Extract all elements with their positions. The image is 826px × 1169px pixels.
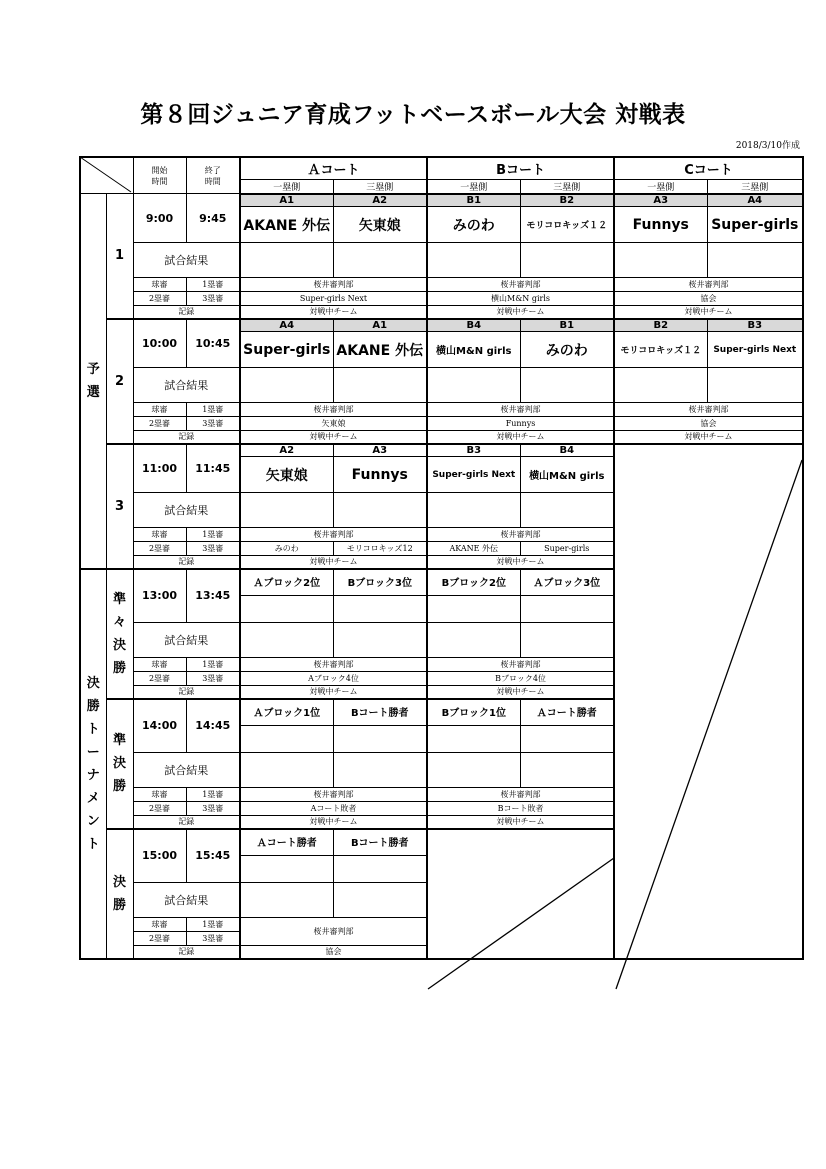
record-assignment: 対戦中チーム xyxy=(427,816,614,829)
result-label: 試合結果 xyxy=(133,883,240,918)
score-cell xyxy=(333,243,427,278)
court-b-header: Bコート xyxy=(427,157,614,179)
second-umpire-label: 2塁審 xyxy=(133,802,186,816)
team-code: B1 xyxy=(520,319,614,332)
header-corner xyxy=(80,157,133,194)
team-slot: Ａコート勝者 xyxy=(240,829,333,856)
result-label: 試合結果 xyxy=(133,368,240,403)
team-slot: Bコート勝者 xyxy=(333,699,427,726)
score-cell xyxy=(707,368,803,403)
team-code: A3 xyxy=(333,444,427,457)
umpire-assignment: 桜井審判部 xyxy=(427,788,614,802)
stage-prelim: 予 選 xyxy=(80,194,106,569)
team-cell xyxy=(520,596,614,623)
record-label: 記録 xyxy=(133,431,240,444)
start-time: 11:00 xyxy=(133,444,186,493)
team-slot: Ａブロック2位 xyxy=(240,569,333,596)
umpire-assignment: 桜井審判部 xyxy=(240,658,427,672)
team-name: Funnys xyxy=(614,207,707,243)
base-umpire-assignment: Funnys xyxy=(427,417,614,431)
team-cell xyxy=(240,726,333,753)
team-code: B2 xyxy=(614,319,707,332)
score-cell xyxy=(520,493,614,528)
team-code: B3 xyxy=(427,444,520,457)
score-cell xyxy=(240,243,333,278)
second-umpire-label: 2塁審 xyxy=(133,292,186,306)
third-umpire-label: 3塁審 xyxy=(186,417,240,431)
third-umpire-label: 3塁審 xyxy=(186,672,240,686)
team-name: Funnys xyxy=(333,457,427,493)
team-name: 横山M&N girls xyxy=(520,457,614,493)
team-slot: Ａブロック1位 xyxy=(240,699,333,726)
score-cell xyxy=(333,368,427,403)
record-assignment: 対戦中チーム xyxy=(427,306,614,319)
team-code: B4 xyxy=(520,444,614,457)
team-code: A4 xyxy=(240,319,333,332)
record-label: 記録 xyxy=(133,816,240,829)
team-name: 矢東娘 xyxy=(240,457,333,493)
score-cell xyxy=(427,493,520,528)
score-cell xyxy=(240,883,333,918)
court-a-header: Ａコート xyxy=(240,157,427,179)
team-code: A1 xyxy=(240,194,333,207)
team-cell xyxy=(240,856,333,883)
record-assignment: 対戦中チーム xyxy=(240,431,427,444)
base-umpire-assignment: Bコート敗者 xyxy=(427,802,614,816)
score-cell xyxy=(707,243,803,278)
base-umpire-assignment: Super-girls xyxy=(520,542,614,556)
score-cell xyxy=(520,243,614,278)
team-slot: Bブロック1位 xyxy=(427,699,520,726)
base-umpire-assignment: モリコロキッズ12 xyxy=(333,542,427,556)
team-code: B1 xyxy=(427,194,520,207)
base-umpire-assignment: Aコート敗者 xyxy=(240,802,427,816)
schedule-table xyxy=(79,156,804,960)
start-time: 10:00 xyxy=(133,319,186,368)
umpire-assignment: 桜井審判部 xyxy=(427,278,614,292)
ball-umpire-label: 球審 xyxy=(133,788,186,802)
base-umpire-assignment: 横山M&N girls xyxy=(427,292,614,306)
score-cell xyxy=(427,623,520,658)
record-label: 記録 xyxy=(133,556,240,569)
page-title: 第８回ジュニア育成フットベースボール大会 対戦表 xyxy=(140,102,686,128)
end-time: 14:45 xyxy=(186,699,240,753)
side-label: 一塁側 xyxy=(427,179,520,194)
ball-umpire-label: 球審 xyxy=(133,658,186,672)
first-umpire-label: 1塁審 xyxy=(186,528,240,542)
first-umpire-label: 1塁審 xyxy=(186,278,240,292)
team-slot: Bブロック3位 xyxy=(333,569,427,596)
third-umpire-label: 3塁審 xyxy=(186,932,240,946)
team-name: みのわ xyxy=(520,332,614,368)
record-assignment: 対戦中チーム xyxy=(614,306,803,319)
record-label: 記録 xyxy=(133,946,240,959)
score-cell xyxy=(520,753,614,788)
stage-final-tournament: 決 勝 ト ー ナ メ ン ト xyxy=(80,569,106,959)
umpire-assignment: 桜井審判部 xyxy=(240,278,427,292)
team-cell xyxy=(333,726,427,753)
team-name: モリコロキッズ１２ xyxy=(520,207,614,243)
start-time: 15:00 xyxy=(133,829,186,883)
record-assignment: 対戦中チーム xyxy=(240,816,427,829)
team-cell xyxy=(240,596,333,623)
umpire-assignment: 桜井審判部 xyxy=(240,528,427,542)
record-assignment: 対戦中チーム xyxy=(240,556,427,569)
ball-umpire-label: 球審 xyxy=(133,918,186,932)
result-label: 試合結果 xyxy=(133,623,240,658)
umpire-assignment: 桜井審判部 xyxy=(614,403,803,417)
start-time: 9:00 xyxy=(133,194,186,243)
team-name: AKANE 外伝 xyxy=(240,207,333,243)
score-cell xyxy=(240,623,333,658)
base-umpire-assignment: Super-girls Next xyxy=(240,292,427,306)
created-date: 2018/3/10作成 xyxy=(735,141,800,151)
team-name: 矢東娘 xyxy=(333,207,427,243)
ball-umpire-label: 球審 xyxy=(133,403,186,417)
stage-quarterfinal: 準 々 決 勝 xyxy=(106,569,133,699)
base-umpire-assignment: みのわ xyxy=(240,542,333,556)
team-code: B4 xyxy=(427,319,520,332)
record-label: 記録 xyxy=(133,686,240,699)
base-umpire-assignment: Bブロック4位 xyxy=(427,672,614,686)
first-umpire-label: 1塁審 xyxy=(186,918,240,932)
start-time: 14:00 xyxy=(133,699,186,753)
umpire-assignment: 桜井審判部 xyxy=(427,403,614,417)
score-cell xyxy=(333,883,427,918)
empty-court-b-area xyxy=(427,829,614,959)
second-umpire-label: 2塁審 xyxy=(133,542,186,556)
umpire-assignment: 桜井審判部 xyxy=(240,788,427,802)
base-umpire-assignment: AKANE 外伝 xyxy=(427,542,520,556)
team-slot: Bブロック2位 xyxy=(427,569,520,596)
team-cell xyxy=(333,596,427,623)
record-assignment: 対戦中チーム xyxy=(240,686,427,699)
umpire-assignment: 桜井審判部 xyxy=(614,278,803,292)
team-name: Super-girls Next xyxy=(427,457,520,493)
second-umpire-label: 2塁審 xyxy=(133,932,186,946)
record-assignment: 対戦中チーム xyxy=(427,686,614,699)
team-code: A2 xyxy=(240,444,333,457)
team-slot: Ａコート勝者 xyxy=(520,699,614,726)
team-name: Super-girls xyxy=(240,332,333,368)
stage-semifinal: 準 決 勝 xyxy=(106,699,133,829)
side-label: 三塁側 xyxy=(707,179,803,194)
side-label: 三塁側 xyxy=(333,179,427,194)
side-label: 三塁側 xyxy=(520,179,614,194)
record-assignment: 対戦中チーム xyxy=(614,431,803,444)
team-cell xyxy=(427,726,520,753)
team-name: Super-girls Next xyxy=(707,332,803,368)
end-time: 11:45 xyxy=(186,444,240,493)
first-umpire-label: 1塁審 xyxy=(186,658,240,672)
record-assignment: 対戦中チーム xyxy=(427,556,614,569)
end-time: 9:45 xyxy=(186,194,240,243)
team-name: みのわ xyxy=(427,207,520,243)
ball-umpire-label: 球審 xyxy=(133,278,186,292)
score-cell xyxy=(333,753,427,788)
record-assignment: 対戦中チーム xyxy=(240,306,427,319)
team-cell xyxy=(333,856,427,883)
first-umpire-label: 1塁審 xyxy=(186,788,240,802)
score-cell xyxy=(520,623,614,658)
third-umpire-label: 3塁審 xyxy=(186,542,240,556)
team-code: A3 xyxy=(614,194,707,207)
score-cell xyxy=(614,243,707,278)
round-number: 3 xyxy=(106,444,133,569)
team-cell xyxy=(427,596,520,623)
team-code: B3 xyxy=(707,319,803,332)
court-c-header: Cコート xyxy=(614,157,803,179)
header-end: 終了 時間 xyxy=(186,157,240,194)
round-number: 1 xyxy=(106,194,133,319)
result-label: 試合結果 xyxy=(133,493,240,528)
third-umpire-label: 3塁審 xyxy=(186,292,240,306)
result-label: 試合結果 xyxy=(133,243,240,278)
base-umpire-assignment: Aブロック4位 xyxy=(240,672,427,686)
base-umpire-assignment: 矢東娘 xyxy=(240,417,427,431)
side-label: 一塁側 xyxy=(240,179,333,194)
umpire-assignment: 桜井審判部 xyxy=(427,658,614,672)
end-time: 15:45 xyxy=(186,829,240,883)
second-umpire-label: 2塁審 xyxy=(133,672,186,686)
round-number: 2 xyxy=(106,319,133,444)
record-assignment: 対戦中チーム xyxy=(427,431,614,444)
result-label: 試合結果 xyxy=(133,753,240,788)
umpire-assignment: 桜井審判部 xyxy=(240,918,427,946)
start-time: 13:00 xyxy=(133,569,186,623)
end-time: 10:45 xyxy=(186,319,240,368)
score-cell xyxy=(614,368,707,403)
team-code: A1 xyxy=(333,319,427,332)
team-slot: Ａブロック3位 xyxy=(520,569,614,596)
score-cell xyxy=(240,493,333,528)
team-cell xyxy=(520,726,614,753)
ball-umpire-label: 球審 xyxy=(133,528,186,542)
team-name: AKANE 外伝 xyxy=(333,332,427,368)
header-start: 開始 時間 xyxy=(133,157,186,194)
score-cell xyxy=(427,243,520,278)
score-cell xyxy=(333,623,427,658)
stage-final: 決 勝 xyxy=(106,829,133,959)
second-umpire-label: 2塁審 xyxy=(133,417,186,431)
team-name: モリコロキッズ１２ xyxy=(614,332,707,368)
score-cell xyxy=(333,493,427,528)
score-cell xyxy=(427,368,520,403)
umpire-assignment: 桜井審判部 xyxy=(427,528,614,542)
record-assignment: 協会 xyxy=(240,946,427,959)
team-slot: Bコート勝者 xyxy=(333,829,427,856)
score-cell xyxy=(240,753,333,788)
team-name: Super-girls xyxy=(707,207,803,243)
base-umpire-assignment: 協会 xyxy=(614,417,803,431)
team-code: B2 xyxy=(520,194,614,207)
first-umpire-label: 1塁審 xyxy=(186,403,240,417)
team-code: A2 xyxy=(333,194,427,207)
score-cell xyxy=(427,753,520,788)
score-cell xyxy=(240,368,333,403)
team-name: 横山M&N girls xyxy=(427,332,520,368)
base-umpire-assignment: 協会 xyxy=(614,292,803,306)
record-label: 記録 xyxy=(133,306,240,319)
end-time: 13:45 xyxy=(186,569,240,623)
team-code: A4 xyxy=(707,194,803,207)
umpire-assignment: 桜井審判部 xyxy=(240,403,427,417)
score-cell xyxy=(520,368,614,403)
third-umpire-label: 3塁審 xyxy=(186,802,240,816)
side-label: 一塁側 xyxy=(614,179,707,194)
empty-court-c-area xyxy=(614,444,803,959)
